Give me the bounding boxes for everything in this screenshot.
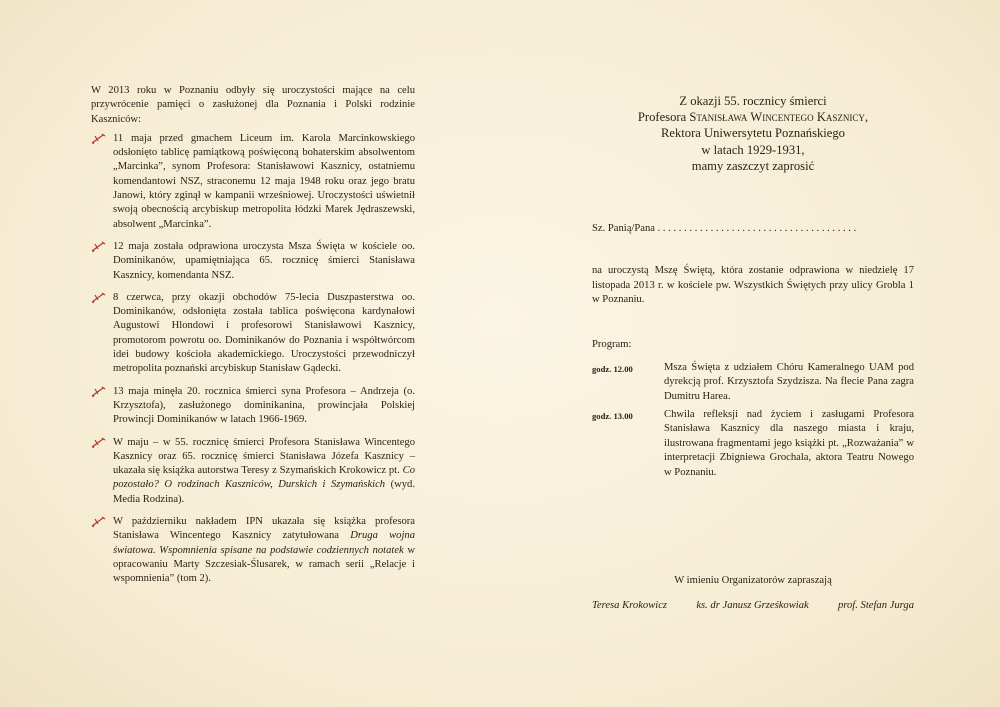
list-item-text: W październiku nakładem IPN ukazała się książka profesora Stanisława Wincentego Kasznicy zatytułowana Druga wojna światowa. Wspomnienia spisane na podstawie codziennych notatek w opracowaniu Marty Szczesiak-Ślusarek, w ramach serii „Relacje i wspomnienia” (tom 2). [113, 516, 415, 585]
salutation-line: Sz. Panią/Pana . . . . . . . . . . . . . . . . . . . . . . . . . . . . . . . . . . . . . . [592, 223, 857, 234]
closing-line: W imieniu Organizatorów zapraszają [674, 575, 832, 586]
dagger-ornament-icon [91, 516, 107, 528]
dagger-ornament-icon [91, 133, 107, 145]
list-item [91, 515, 415, 586]
dagger-ornament-icon [91, 292, 107, 304]
program-description: Chwila refleksji nad życiem i zasługami Profesora Stanisława Kasznicy dla naszego miasta i kraju, ilustrowana fragmentami jego książki pt. „Rozważania” w interpretacji Zbigniewa Grochala, aktora Teatru Nowego w Poznaniu. [664, 409, 914, 478]
dagger-ornament-icon [91, 386, 107, 398]
left-column [91, 84, 415, 595]
signatures [592, 600, 914, 611]
list-item [91, 436, 415, 507]
list-item-text: W maju – w 55. rocznicę śmierci Profesora Stanisława Wincentego Kasznicy oraz 65. rocznicę śmierci Stanisława Józefa Kasznicy – ukazała się książka autorstwa Teresy z Szymańskich Krokowicz pt. Co pozostało? O rodzinach Kaszniców, Durskich i Szymańskich (wyd. Media Rodzina). [113, 436, 415, 505]
intro-paragraph: W 2013 roku w Poznaniu odbyły się uroczystości mające na celu przywrócenie pamięci o zasłużonej dla Poznania i Polski rodzinie Kaszniców: [91, 85, 415, 125]
program-time: godz. 12.00 [592, 364, 633, 374]
dagger-ornament-icon [91, 241, 107, 253]
signature: prof. Stefan Jurga [837, 600, 914, 611]
list-item [91, 132, 415, 232]
signature: ks. dr Janusz Grześkowiak [696, 600, 809, 611]
list-item-text: 11 maja przed gmachem Liceum im. Karola Marcinkowskiego odsłonięto tablicę pamiątkową poświęconą bohaterskim absolwentom „Marcinka”, synom Profesora: Stanisławowi Kasznicy, ostatniemu komendantowi NSZ, straconemu 12 maja 1948 roku oraz jego bratu Janowi, który zginął w kampanii wrześniowej. Uroczystości uświetnił swoją obecnością arcybiskup metropolita łódzki Marek Jędraszewski, absolwent „Marcinka”. [113, 132, 415, 230]
list-item-text: 12 maja została odprawiona uroczysta Msza Święta w kościele oo. Dominikanów, upamiętniająca 65. rocznicę śmierci Stanisława Kasznicy, komendanta NSZ. [113, 240, 415, 281]
list-item [91, 291, 415, 377]
signature: Teresa Krokowicz [592, 600, 668, 611]
book-title: Co pozostało? O rodzinach Kaszniców, Durskich i Szymańskich [113, 465, 415, 491]
dagger-ornament-icon [91, 437, 107, 449]
list-item [91, 240, 415, 283]
invitation-text: na uroczystą Mszę Świętą, która zostanie odprawiona w niedzielę 17 listopada 2013 r. w kościele pw. Wszystkich Świętych przy ulicy Grobla 1 w Poznaniu. [592, 265, 914, 306]
program-label: Program: [592, 339, 632, 350]
professor-name: Stanisława Wincentego Kasznicy [689, 110, 865, 125]
program-description: Msza Święta z udziałem Chóru Kameralnego UAM pod dyrekcją prof. Krzysztofa Szydzisza. Na flecie Pana zagra Dumitru Harea. [664, 362, 914, 402]
invitation-heading: Z okazji 55. rocznicy śmierci Profesora Stanisława Wincentego Kasznicy, Rektora Uniwersytetu Poznańskiego w latach 1929-1931, mamy zaszczyt zaprosić [637, 94, 869, 173]
book-title: Druga wojna światowa. Wspomnienia spisane na podstawie codziennych notatek [113, 530, 415, 556]
list-item-text: 8 czerwca, przy okazji obchodów 75-lecia Duszpasterstwa oo. Dominikanów, odsłonięta została tablica poświęcona kardynałowi Augustowi Hlondowi i profesorowi Stanisławowi Kasznicy, promotorom powrotu oo. Dominikanów do Poznania i współtwórcom idei budowy kościoła akademickiego. Uroczystości przewodniczył metropolita poznański arcybiskup Stanisław Gądecki. [113, 291, 415, 375]
list-item [91, 385, 415, 428]
program-time: godz. 13.00 [592, 411, 633, 421]
list-item-text: 13 maja minęła 20. rocznica śmierci syna Profesora – Andrzeja (o. Krzysztofa), zasłużonego dominikanina, prowincjała Polskiej Prowincji Dominikanów w latach 1966-1969. [113, 385, 415, 426]
